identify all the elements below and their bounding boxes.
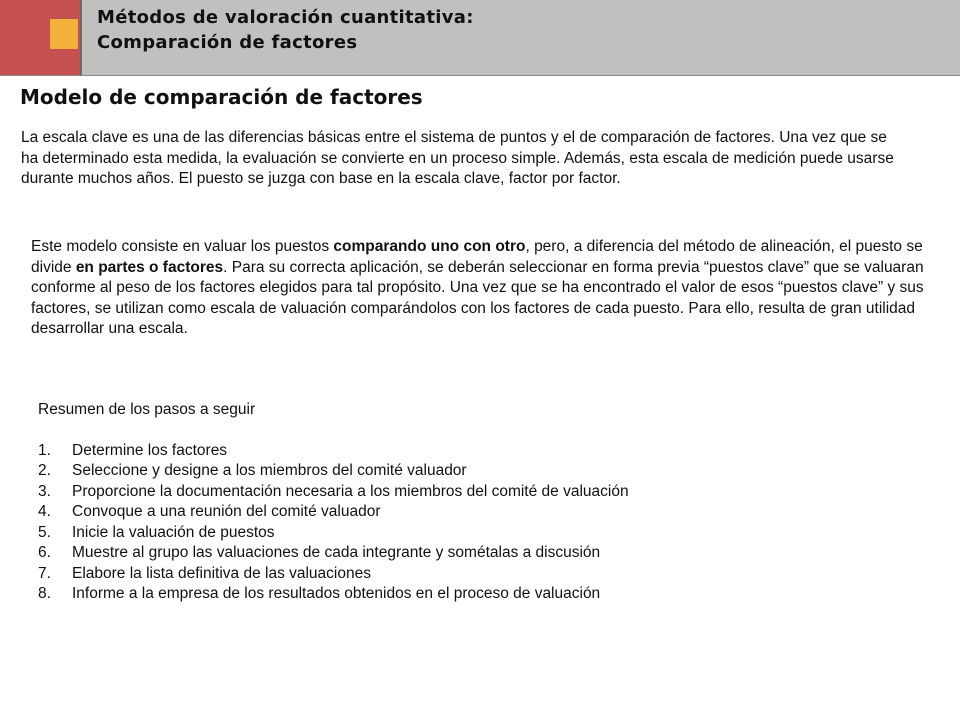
list-item	[38, 482, 918, 503]
header-divider	[80, 0, 82, 75]
slide-title-line2: Comparación de factores	[97, 32, 358, 53]
slide-title	[97, 5, 474, 55]
step-text: Informe a la empresa de los resultados obtenidos en el proceso de valuación	[72, 585, 601, 602]
step-text: Elabore la lista definitiva de las valuaciones	[72, 564, 371, 582]
step-number: 4.	[38, 503, 51, 520]
paragraph-model-bold-2: en partes o factores	[75, 258, 224, 276]
steps-summary-title: Resumen de los pasos a seguir	[38, 401, 256, 418]
list-item	[38, 461, 918, 482]
list-item	[38, 543, 918, 564]
step-text: Determine los factores	[72, 441, 228, 459]
paragraph-model-bold-1: comparando uno con otro	[333, 238, 526, 255]
step-number: 1.	[38, 441, 51, 459]
steps-list	[38, 441, 918, 605]
list-item	[38, 523, 918, 544]
step-number: 7.	[38, 564, 51, 582]
step-text: Inicie la valuación de puestos	[72, 523, 275, 541]
step-text: Convoque a una reunión del comité valuador	[72, 503, 381, 520]
list-item	[38, 502, 918, 523]
paragraph-model-text-3: . Para su correcta aplicación, se deberán seleccionar en forma previa “puestos clave” que se valuaran conforme al peso de los factores elegidos para tal propósito. Una vez que se ha encontrado el valor de esos “puestos clave” y sus factores, se utilizan como escala de valuación comparándolos con los factores de cada puesto. Para ello, resulta de gran utilidad desarrollar una escala.	[31, 258, 924, 337]
step-number: 5.	[38, 523, 51, 541]
paragraph-model	[31, 237, 936, 340]
paragraph-model-text-1: Este modelo consiste en valuar los puestos	[31, 238, 334, 255]
steps-summary	[38, 400, 918, 605]
step-number: 2.	[38, 462, 51, 479]
step-text: Seleccione y designe a los miembros del comité valuador	[72, 462, 467, 479]
step-number: 6.	[38, 544, 51, 561]
list-item	[38, 584, 918, 605]
paragraph-scale: La escala clave es una de las diferencias básicas entre el sistema de puntos y el de comparación de factores. Una vez que se ha determinado esta medida, la evaluación se convierte en un proceso simple. Además, esta escala de medición puede usarse durante muchos años. El puesto se juzga con base en la escala clave, factor por factor.	[21, 129, 894, 187]
step-number: 8.	[38, 585, 51, 602]
step-text: Muestre al grupo las valuaciones de cada integrante y sométalas a discusión	[72, 544, 601, 561]
slide-title-line1: Métodos de valoración cuantitativa:	[97, 7, 474, 28]
list-item	[38, 564, 918, 585]
section-heading: Modelo de comparación de factores	[20, 85, 423, 109]
step-number: 3.	[38, 482, 51, 500]
list-item	[38, 441, 918, 462]
header-orange-square	[50, 19, 78, 49]
step-text: Proporcione la documentación necesaria a los miembros del comité de valuación	[72, 482, 629, 500]
slide-header	[0, 0, 960, 76]
paragraph-model-text-2: , pero, a diferencia del método de alineación, el puesto se divide	[31, 238, 923, 276]
